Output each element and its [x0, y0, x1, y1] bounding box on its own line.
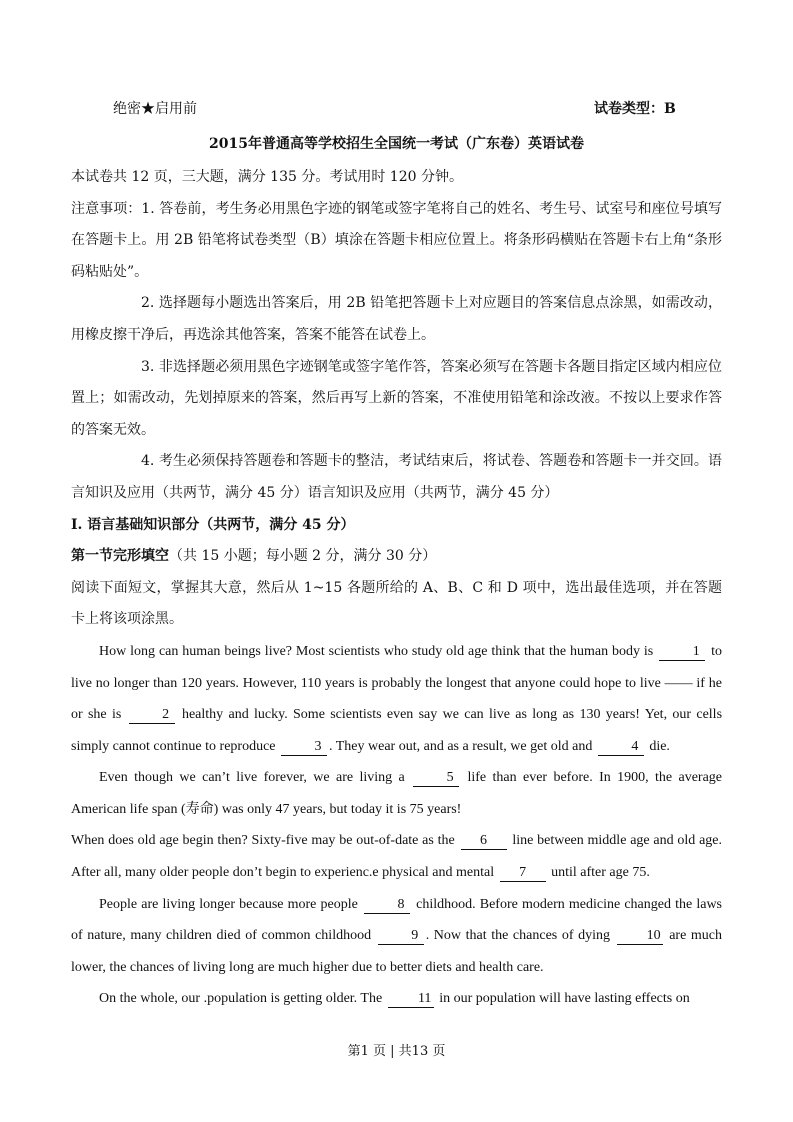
- section-heading: Ⅰ. 语言基础知识部分（共两节，满分 45 分）: [71, 516, 355, 533]
- blank-5: 5: [413, 770, 459, 787]
- blank-1: 1: [659, 644, 705, 661]
- note-1: 注意事项：1. 答卷前，考生务必用黑色字迹的钢笔或签字笔将自己的姓名、考生号、试室号和座位号填写在答题卡上。用 2B 铅笔将试卷类型（B）填涂在答题卡相应位置上。将条形码横贴在答题卡右上角“条形码粘贴处”。: [71, 200, 722, 280]
- passage-paragraph-4: People are living longer because more people 8 childhood. Before modern medicine changed the laws of nature, many children died of common childhood 9 . Now that the chances of dying 10 are much lower, the chances of living long are much higher due to better diets and health care.: [71, 896, 723, 975]
- note-3: 3. 非选择题必须用黑色字迹钢笔或签字笔作答，答案必须写在答题卡各题目指定区域内相应位置上；如需改动，先划掉原来的答案，然后再写上新的答案，不准使用铅笔和涂改液。不按以上要求作答的答案无效。: [71, 358, 722, 438]
- subsection-scoring: （共 15 小题；每小题 2 分，满分 30 分）: [169, 548, 437, 565]
- passage-paragraph-1: How long can human beings live? Most scientists who study old age think that the human body is 1 to live no longer than 120 years. However, 110 years is probably the longest that anyone could hope to live —— if he or she is 2 healthy and lucky. Some scientists even say we can live as long as 130 years! Yet, our cells simply cannot continue to reproduce 3 . They wear out, and as a result, we get old and 4 die.: [71, 643, 723, 754]
- blank-4: 4: [598, 739, 644, 756]
- blank-10: 10: [617, 928, 663, 945]
- blank-3: 3: [281, 739, 327, 756]
- passage-paragraph-5: On the whole, our .population is getting older. The 11 in our population will have lasting effects on: [99, 991, 690, 1007]
- blank-7: 7: [500, 865, 546, 882]
- page-footer: 第1 页 | 共13 页: [347, 1044, 446, 1059]
- subsection-title: 第一节完形填空: [71, 548, 169, 565]
- passage-paragraph-3: When does old age begin then? Sixty-five may be out-of-date as the 6 line between middle age and old age. After all, many older people don’t begin to experienc.e physical and mental 7 until after age 75.: [71, 833, 723, 881]
- passage-paragraph-2: Even though we can’t live forever, we are living a 5 life than ever before. In 1900, the average American life span (寿命) was only 47 years, but today it is 75 years!: [71, 770, 722, 817]
- subsection-heading: [71, 541, 722, 573]
- note-2: 2. 选择题每小题选出答案后，用 2B 铅笔把答题卡上对应题目的答案信息点涂黑，如需改动，用橡皮擦干净后，再选涂其他答案，答案不能答在试卷上。: [71, 295, 722, 343]
- blank-8: 8: [364, 897, 410, 914]
- exam-body: [71, 162, 722, 1015]
- blank-2: 2: [129, 707, 175, 724]
- exam-intro: 本试卷共 12 页，三大题，满分 135 分。考试用时 120 分钟。: [71, 169, 463, 185]
- paper-type-label: 试卷类型：B: [594, 101, 676, 117]
- blank-9: 9: [378, 928, 424, 945]
- confidential-label: 绝密★启用前: [113, 101, 197, 117]
- blank-11: 11: [388, 991, 434, 1008]
- cloze-instructions: 阅读下面短文，掌握其大意，然后从 1~15 各题所给的 A、B、C 和 D 项中，选出最佳选项，并在答题卡上将该项涂黑。: [71, 579, 722, 628]
- exam-title: 2015年普通高等学校招生全国统一考试（广东卷）英语试卷: [209, 136, 584, 152]
- note-4: 4. 考生必须保持答题卷和答题卡的整洁，考试结束后，将试卷、答题卷和答题卡一并交回。语言知识及应用（共两节，满分 45 分）语言知识及应用（共两节，满分 45 分）: [71, 453, 722, 501]
- blank-6: 6: [461, 833, 507, 850]
